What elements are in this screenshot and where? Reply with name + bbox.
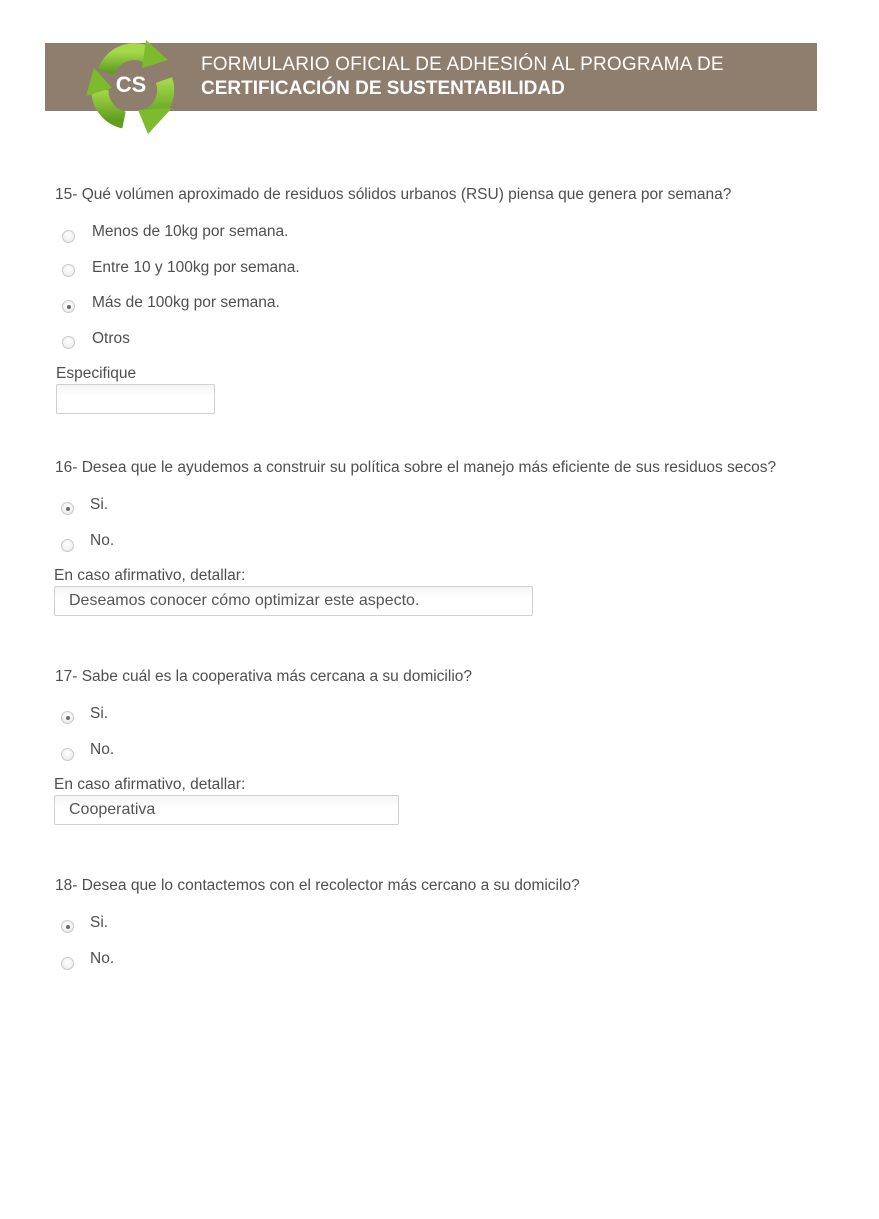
q16-detail-input[interactable]: Deseamos conocer cómo optimizar este aspecto. xyxy=(54,586,533,616)
q17-detail-input[interactable]: Cooperativa xyxy=(54,795,399,825)
q15-option-4-label: Otros xyxy=(92,330,130,347)
q15-option-3-radio[interactable] xyxy=(62,300,75,313)
q16-detail-label: En caso afirmativo, detallar: xyxy=(54,567,246,584)
q15-option-2-label: Entre 10 y 100kg por semana. xyxy=(92,259,300,276)
q15-option-4-radio[interactable] xyxy=(62,336,75,349)
q17-yes-label: Si. xyxy=(90,705,109,722)
q17-no-radio[interactable] xyxy=(61,748,74,761)
q15-option-3-label: Más de 100kg por semana. xyxy=(92,294,280,311)
q17-detail-label: En caso afirmativo, detallar: xyxy=(54,776,246,793)
q18-yes-label: Si. xyxy=(90,914,109,931)
header-title-line1: FORMULARIO OFICIAL DE ADHESIÓN AL PROGRAMA DE xyxy=(201,54,724,75)
question-16: 16- Desea que le ayudemos a construir su política sobre el manejo más eficiente de sus residuos secos? xyxy=(55,459,777,476)
q15-specify-input[interactable] xyxy=(56,384,215,414)
q15-option-1-radio[interactable] xyxy=(62,230,75,243)
q15-specify-label: Especifique xyxy=(56,365,137,382)
q15-option-2-radio[interactable] xyxy=(62,264,75,277)
q16-yes-radio[interactable] xyxy=(61,502,74,515)
q16-no-radio[interactable] xyxy=(61,539,74,552)
q17-yes-radio[interactable] xyxy=(61,711,74,724)
question-18: 18- Desea que lo contactemos con el recolector más cercano a su domicilo? xyxy=(55,877,580,894)
q15-option-1-label: Menos de 10kg por semana. xyxy=(92,223,289,240)
question-17: 17- Sabe cuál es la cooperativa más cercana a su domicilio? xyxy=(55,668,473,685)
header-title-line2: CERTIFICACIÓN DE SUSTENTABILIDAD xyxy=(201,78,565,99)
q18-no-label: No. xyxy=(90,950,115,967)
q16-no-label: No. xyxy=(90,532,115,549)
q16-yes-label: Si. xyxy=(90,496,109,513)
question-15: 15- Qué volúmen aproximado de residuos sólidos urbanos (RSU) piensa que genera por semana? xyxy=(55,186,732,203)
q18-no-radio[interactable] xyxy=(61,957,74,970)
recycle-icon xyxy=(76,30,188,142)
q18-yes-radio[interactable] xyxy=(61,920,74,933)
logo-text: CS xyxy=(115,72,147,97)
recycle-logo xyxy=(76,30,188,142)
q17-no-label: No. xyxy=(90,741,115,758)
